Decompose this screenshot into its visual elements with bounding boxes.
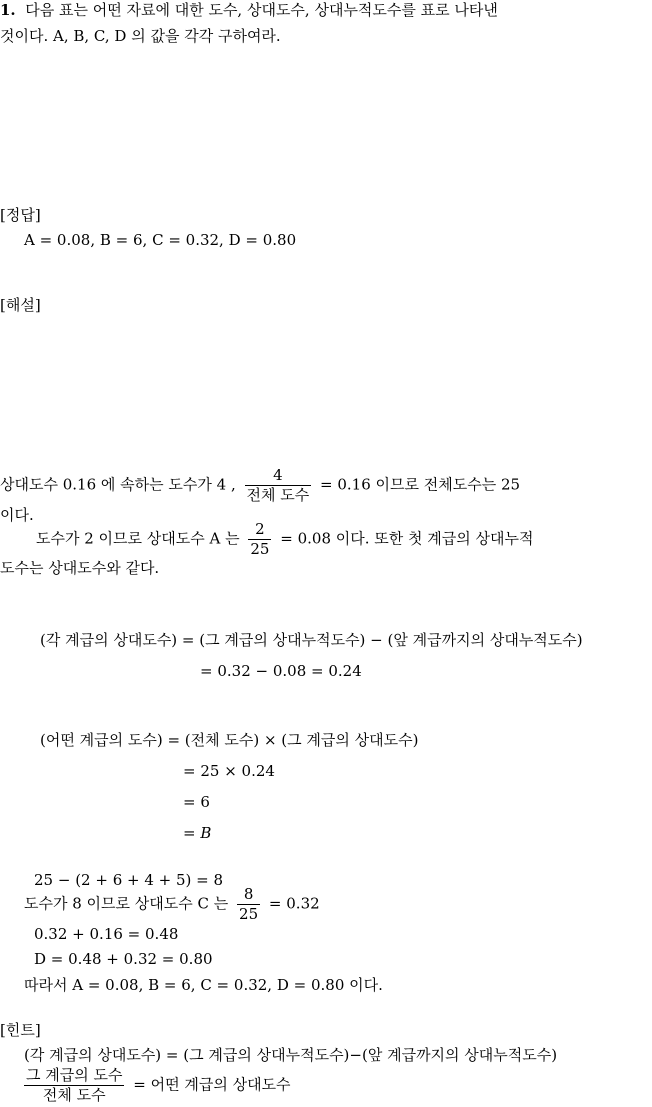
fraction-numerator: 2 — [248, 520, 271, 540]
explanation-label: [해설] — [0, 296, 41, 314]
equation-1-rhs: = 0.32 − 0.08 = 0.24 — [200, 662, 362, 680]
explanation-para-1 — [0, 466, 520, 505]
hint-line-1: (각 계급의 상대도수) = (그 계급의 상대누적도수)−(앞 계급까지의 상대누적도수) — [24, 1046, 558, 1064]
calc-line-3: 0.32 + 0.16 = 0.48 — [34, 925, 179, 943]
equation-2-lhs: (어떤 계급의 도수) = (전체 도수) × (그 계급의 상대도수) — [40, 731, 419, 749]
fraction-numerator: 4 — [245, 466, 312, 486]
explanation-para-1-line-2: 이다. — [0, 506, 34, 524]
equation-2-step-1: = 25 × 0.24 — [183, 762, 275, 780]
c2-text-before: 도수가 8 이므로 상대도수 C 는 — [24, 894, 229, 913]
p1-text-before: 상대도수 0.16 에 속하는 도수가 4 , — [0, 475, 236, 494]
fraction-denominator: 25 — [239, 905, 259, 923]
p2-text-before: 도수가 2 이므로 상대도수 A 는 — [36, 529, 240, 548]
answer-text: A = 0.08, B = 6, C = 0.32, D = 0.80 — [24, 231, 297, 249]
fraction-numerator: 그 계급의 도수 — [26, 1066, 123, 1084]
fraction-2-over-25 — [248, 520, 271, 559]
explanation-para-2-line-2: 도수는 상대도수와 같다. — [0, 559, 160, 577]
problem-line-1 — [0, 0, 498, 20]
fraction-4-over-total — [245, 466, 312, 505]
equation-1-lhs: (각 계급의 상대도수) = (그 계급의 상대누적도수) − (앞 계급까지의 상대누적도수) — [40, 631, 583, 649]
fraction-denominator: 전체 도수 — [42, 1086, 106, 1104]
variable-b: B — [200, 824, 212, 842]
fraction-denominator: 25 — [250, 540, 270, 558]
equation-2-step-2: = 6 — [183, 793, 210, 811]
answer-label: [정답] — [0, 206, 41, 224]
hint-label: [힌트] — [0, 1021, 41, 1039]
calc-line-5: 따라서 A = 0.08, B = 6, C = 0.32, D = 0.80 이다. — [24, 976, 383, 994]
p1-text-after: = 0.16 이므로 전체도수는 25 — [320, 475, 521, 494]
c2-text-after: = 0.32 — [268, 894, 320, 913]
calc-line-4: D = 0.48 + 0.32 = 0.80 — [34, 950, 213, 968]
fraction-denominator: 전체 도수 — [246, 486, 310, 504]
problem-text-1: 다음 표는 어떤 자료에 대한 도수, 상대도수, 상대누적도수를 표로 나타낸 — [25, 1, 498, 19]
problem-number: 1. — [0, 1, 16, 19]
problem-text-2: 것이다. A, B, C, D 의 값을 각각 구하여라. — [0, 27, 281, 45]
fraction-numerator: 8 — [237, 885, 260, 905]
equation-2-step-3-prefix: = — [183, 824, 201, 842]
explanation-para-2 — [36, 520, 534, 559]
p2-text-after: = 0.08 이다. 또한 첫 계급의 상대누적 — [280, 529, 534, 548]
fraction-8-over-25 — [237, 885, 260, 924]
calc-line-2 — [24, 885, 320, 924]
fraction-class-freq-over-total — [24, 1066, 124, 1105]
equation-2-step-3 — [183, 823, 211, 843]
hint-line-2 — [24, 1066, 291, 1105]
calc-line-1: 25 − (2 + 6 + 4 + 5) = 8 — [34, 871, 224, 889]
hint-text-after: = 어떤 계급의 상대도수 — [133, 1075, 291, 1094]
